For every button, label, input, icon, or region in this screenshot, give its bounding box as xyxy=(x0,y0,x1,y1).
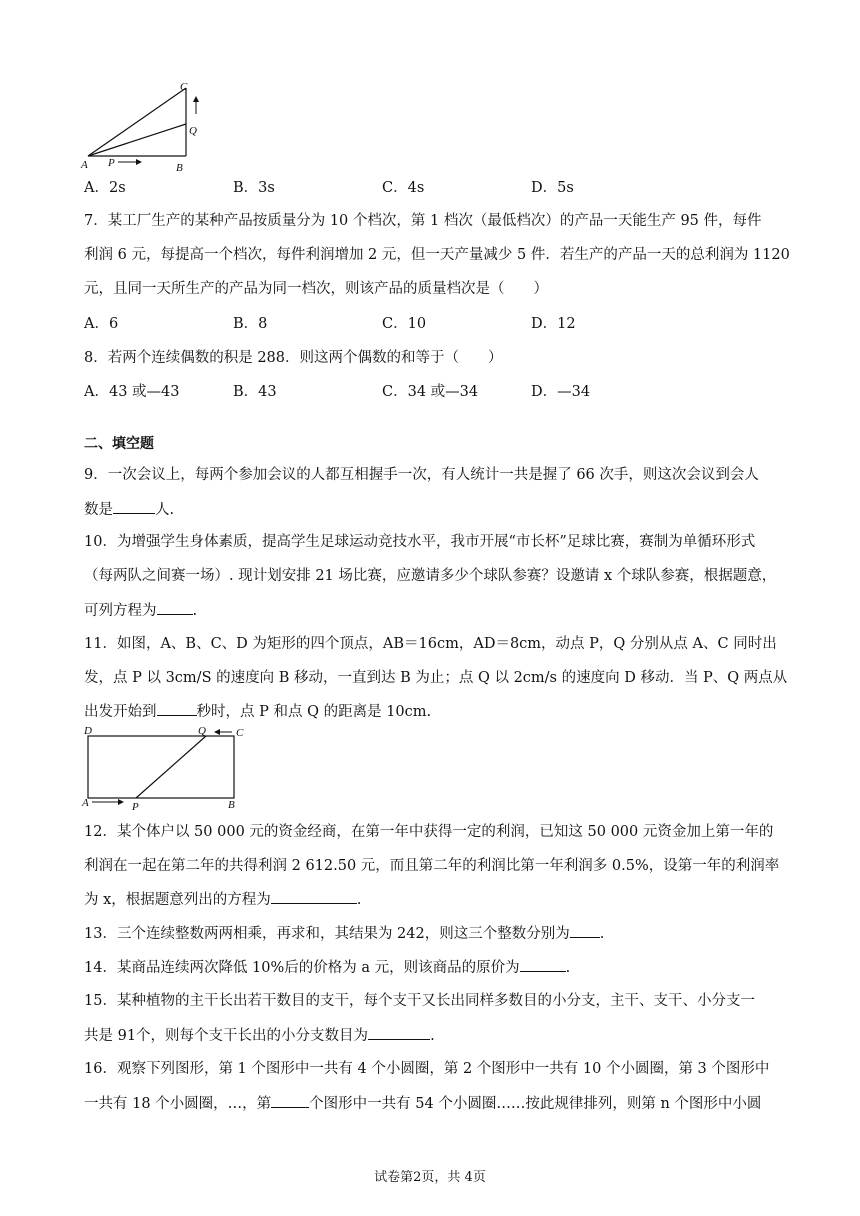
q9-line-1: 9．一次会议上，每两个参加会议的人都互相握手一次，有人统计一共是握了 66 次手，则这次会议到会人 xyxy=(84,467,759,483)
q12-line-3 xyxy=(84,889,784,910)
q7-options xyxy=(84,314,784,334)
q7-option-d: D．12 xyxy=(531,316,576,332)
fig6-label-c: C xyxy=(180,81,188,93)
q11-answer-blank[interactable] xyxy=(157,701,197,716)
q12-answer-blank[interactable] xyxy=(271,889,357,904)
q16-line-2 xyxy=(84,1093,784,1114)
q10-text-a: 可列方程为 xyxy=(84,603,157,619)
q7-option-c: C．10 xyxy=(382,316,427,332)
fig11-label-b: B xyxy=(228,799,235,810)
q11-text-b: 秒时，点 P 和点 Q 的距离是 10cm. xyxy=(196,704,432,720)
q14-answer-blank[interactable] xyxy=(520,957,566,972)
q6-option-b: B．3s xyxy=(233,180,275,196)
fig11-label-c: C xyxy=(236,727,244,739)
q9-answer-blank[interactable] xyxy=(113,499,155,514)
q12-text-a: 为 x，根据题意列出的方程为 xyxy=(84,892,271,908)
q15-line-2 xyxy=(84,1025,784,1046)
q14-text-b: . xyxy=(565,960,571,976)
q14-text-a: 14．某商品连续两次降低 10%后的价格为 a 元，则该商品的原价为 xyxy=(84,960,520,976)
q7-option-a: A．6 xyxy=(84,316,119,332)
q13-text-b: . xyxy=(599,926,605,942)
fig6-label-a: A xyxy=(81,159,88,171)
q13-answer-blank[interactable] xyxy=(570,923,600,938)
rectangle-figure xyxy=(80,726,250,810)
fig11-label-q: Q xyxy=(198,726,206,737)
q6-option-a: A．2s xyxy=(84,180,126,196)
q7-option-b: B．8 xyxy=(233,316,268,332)
fig6-label-p: P xyxy=(108,157,115,169)
q12-line-2: 利润在一起在第二年的共得利润 2 612.50 元，而且第二年的利润比第一年利润多 0.5%，设第一年的利润率 xyxy=(84,858,780,874)
fig6-label-b: B xyxy=(176,162,183,174)
fig11-label-a: A xyxy=(82,797,89,809)
q13-line-1 xyxy=(84,923,784,944)
q16-line-1: 16．观察下列图形，第 1 个图形中一共有 4 个小圆圈，第 2 个图形中一共有 10 个小圆圈，第 3 个图形中 xyxy=(84,1061,770,1077)
q6-option-d: D．5s xyxy=(531,180,574,196)
q10-line-3 xyxy=(84,600,784,621)
fig11-label-d: D xyxy=(84,726,92,737)
q16-text-a: 一共有 18 个小圆圈，…，第 xyxy=(84,1096,272,1112)
q10-line-2: （每两队之间赛一场）. 现计划安排 21 场比赛，应邀请多少个球队参赛？设邀请 x 个球队参赛，根据题意， xyxy=(84,568,777,584)
q7-line-3: 元，且同一天所生产的产品为同一档次，则该产品的质量档次是（ ） xyxy=(84,281,548,297)
q10-text-b: . xyxy=(192,603,198,619)
q12-text-b: . xyxy=(356,892,362,908)
q7-line-2: 利润 6 元，每提高一个档次，每件利润增加 2 元，但一天产量减少 5 件．若生产的产品一天的总利润为 1120 xyxy=(84,247,790,263)
q15-text-a: 共是 91个，则每个支干长出的小分支数目为 xyxy=(84,1028,369,1044)
section-title: 二、填空题 xyxy=(84,436,154,452)
triangle-figure xyxy=(78,78,208,176)
q9-text-b: 人. xyxy=(155,502,175,518)
fig6-label-q: Q xyxy=(189,125,197,137)
q11-line-1: 11．如图，A、B、C、D 为矩形的四个顶点，AB＝16cm，AD＝8cm，动点 P，Q 分别从点 A、C 同时出 xyxy=(84,636,777,652)
q11-line-2: 发，点 P 以 3cm/S 的速度向 B 移动，一直到达 B 为止；点 Q 以 2cm/s 的速度向 D 移动．当 P、Q 两点从 xyxy=(84,670,788,686)
q12-line-1: 12．某个体户以 50 000 元的资金经商，在第一年中获得一定的利润，已知这 50 000 元资金加上第一年的 xyxy=(84,824,774,840)
q14-line-1 xyxy=(84,957,784,978)
q8-option-a: A．43 或—43 xyxy=(84,384,180,400)
q11-line-3 xyxy=(84,701,784,722)
q6-option-c: C．4s xyxy=(382,180,425,196)
q11-text-a: 出发开始到 xyxy=(84,704,157,720)
q15-answer-blank[interactable] xyxy=(368,1025,430,1040)
q15-text-b: . xyxy=(430,1028,435,1044)
q10-line-1: 10．为增强学生身体素质，提高学生足球运动竞技水平，我市开展“市长杯”足球比赛，赛制为单循环形式 xyxy=(84,534,756,550)
q8-options xyxy=(84,382,784,402)
q8-option-d: D．—34 xyxy=(531,384,591,400)
fig11-label-p: P xyxy=(132,801,139,810)
q8-option-c: C．34 或—34 xyxy=(382,384,479,400)
q13-text-a: 13．三个连续整数两两相乘，再求和，其结果为 242，则这三个整数分别为 xyxy=(84,926,570,942)
q8-option-b: B．43 xyxy=(233,384,277,400)
q16-answer-blank[interactable] xyxy=(271,1093,309,1108)
q15-line-1: 15．某种植物的主干长出若干数目的支干，每个支干又长出同样多数目的小分支，主干、支干、小分支一 xyxy=(84,993,755,1009)
q9-text-a: 数是 xyxy=(84,502,113,518)
q10-answer-blank[interactable] xyxy=(157,600,193,615)
q9-line-2 xyxy=(84,499,784,520)
q6-options xyxy=(84,178,784,198)
q7-line-1: 7．某工厂生产的某种产品按质量分为 10 个档次，第 1 档次（最低档次）的产品一天能生产 95 件，每件 xyxy=(84,213,762,229)
q8-line-1: 8．若两个连续偶数的积是 288．则这两个偶数的和等于（ ） xyxy=(84,350,503,366)
page-footer: 试卷第2页，共 4页 xyxy=(374,1170,486,1185)
q16-text-b: 个图形中一共有 54 个小圆圈……按此规律排列，则第 n 个图形中小圆 xyxy=(309,1096,762,1112)
